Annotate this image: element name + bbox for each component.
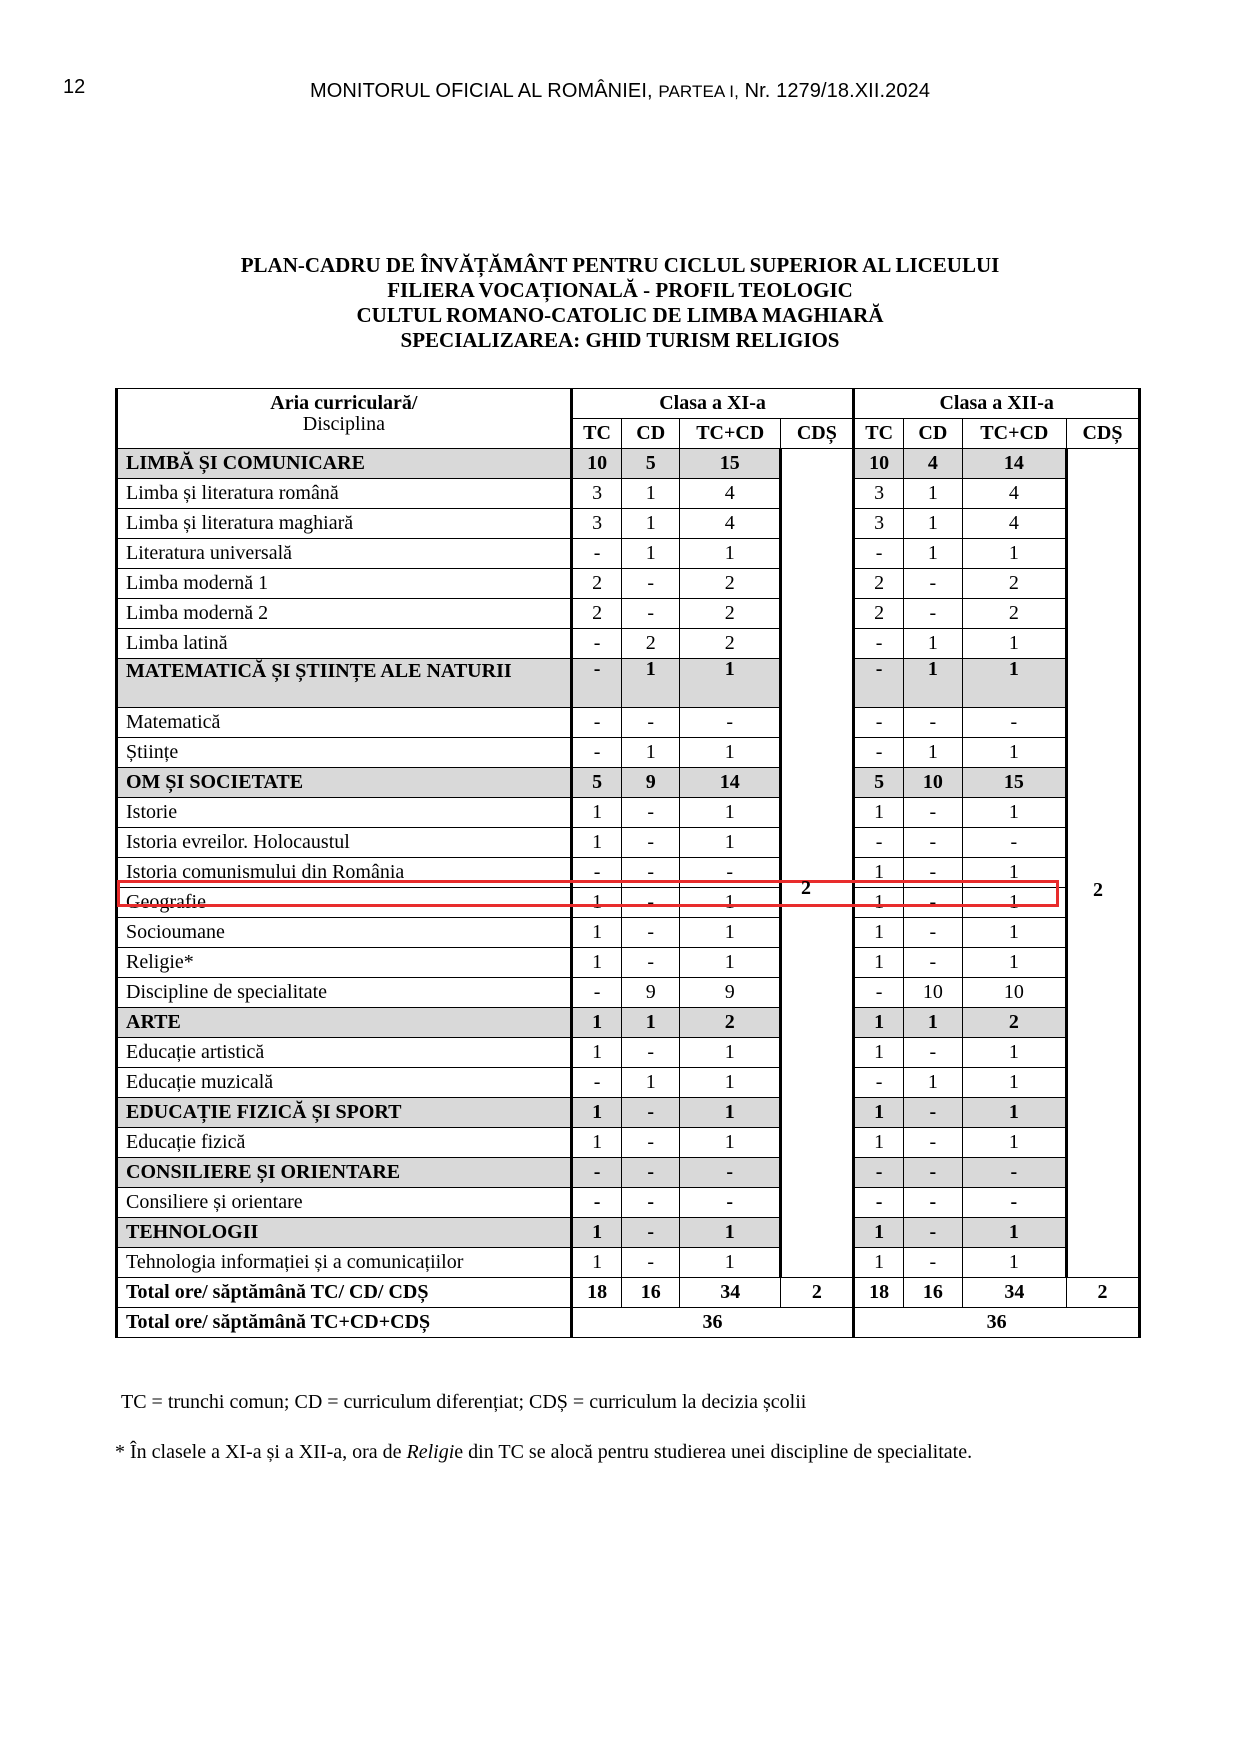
cell-xi-tc: 5 [571,768,622,798]
cell-xii-tccd: 1 [962,1128,1066,1158]
class-xi-header: Clasa a XI-a [571,389,854,419]
col-header-tccd-xii: TC+CD [962,419,1066,449]
cell-xi-tccd: 1 [680,738,781,768]
cell-xi-tccd: 15 [680,449,781,479]
cell-xii-tc: 3 [854,479,904,509]
row-label: CONSILIERE ȘI ORIENTARE [117,1158,572,1188]
discipline-row [117,1188,1140,1218]
col-header-tc-xii: TC [854,419,904,449]
cell-xi-tccd: 1 [680,798,781,828]
cell-xii-tc: - [854,659,904,708]
cell-xii-tc: 1 [854,1008,904,1038]
cell-xi-tccd: 1 [680,1098,781,1128]
cell-xi-tccd: 2 [680,569,781,599]
cell-xii-tccd: 1 [962,798,1066,828]
cell-xii-cd: - [903,948,962,978]
cell-xii-tccd: 1 [962,659,1066,708]
cell-xi-cd: 1 [622,539,680,569]
col-header-tc-xi: TC [571,419,622,449]
row-label: Tehnologia informației și a comunicațiilor [117,1248,572,1278]
area-row [117,1008,1140,1038]
cell-xi-cd: - [622,918,680,948]
col-header-cd-xii: CD [903,419,962,449]
row-label: Educație artistică [117,1038,572,1068]
discipline-row [117,738,1140,768]
cell-xii-tccd: 1 [962,888,1066,918]
cell-xi-tccd: 1 [680,918,781,948]
cell-xii-tc: - [854,828,904,858]
discipline-row [117,629,1140,659]
discipline-row [117,858,1140,888]
footnote-before: * În clasele a XI-a și a XII-a, ora de [115,1441,407,1463]
cell-xi-tccd: 14 [680,768,781,798]
cell-xi-tc: 10 [571,449,622,479]
cell-xii-cd: 1 [903,738,962,768]
cell-xi-tccd: 1 [680,659,781,708]
discipline-row [117,888,1140,918]
cell-xii-tccd: 1 [962,1068,1066,1098]
cell-xii-cd: 10 [903,768,962,798]
discipline-row [117,828,1140,858]
cell-xii-cd: 1 [903,509,962,539]
cell-xi-cd: - [622,858,680,888]
discipline-header-label: Disciplina [302,413,385,435]
cell-xii-tc: - [854,1188,904,1218]
cell-xii-tccd: - [962,828,1066,858]
title-line-1: PLAN-CADRU DE ÎNVĂȚĂMÂNT PENTRU CICLUL SUPERIOR AL LICEULUI [240,253,1000,277]
discipline-row [117,978,1140,1008]
cell-xi-tc: - [571,539,622,569]
discipline-row [117,509,1140,539]
area-header-label: Aria curriculară/ [270,392,418,414]
cell-xi-tccd: - [680,858,781,888]
running-part: PARTEA I, [658,82,739,101]
area-row [117,768,1140,798]
cds-xii-value: 2 [1093,879,1103,901]
row-label: MATEMATICĂ ȘI ȘTIINȚE ALE NATURII [117,659,572,708]
cell-xii-cd: - [903,1248,962,1278]
cell-xii-tc: - [854,708,904,738]
cell-xii-tc: 1 [854,1218,904,1248]
area-header-cell [117,389,572,449]
cell-xii-tc: 1 [854,1038,904,1068]
cell-xii-tc: 2 [854,569,904,599]
cell-xi-tc: 1 [571,1248,622,1278]
cell-xii-tccd: 1 [962,918,1066,948]
footnote-after: e din TC se alocă pentru studierea unei discipline de specialitate. [454,1441,973,1463]
cell-xii-tc: 3 [854,509,904,539]
discipline-row [117,569,1140,599]
area-row [117,1218,1140,1248]
cell-xi-cd: - [622,828,680,858]
cell-xii-tc: - [854,539,904,569]
col-header-tccd-xi: TC+CD [680,419,781,449]
total-xii-3: 2 [1067,1278,1140,1308]
discipline-row [117,539,1140,569]
row-label: LIMBĂ ȘI COMUNICARE [117,449,572,479]
discipline-row [117,948,1140,978]
cell-xii-cd: - [903,1038,962,1068]
cell-xi-tccd: - [680,1158,781,1188]
discipline-row [117,1248,1140,1278]
row-label: Consiliere și orientare [117,1188,572,1218]
row-label: Religie* [117,948,572,978]
cell-xi-tc: - [571,738,622,768]
cell-xi-cd: - [622,888,680,918]
cell-xii-tc: - [854,978,904,1008]
cell-xii-cd: 10 [903,978,962,1008]
row-label: Literatura universală [117,539,572,569]
cell-xii-tccd: - [962,708,1066,738]
page-number: 12 [63,76,86,98]
cell-xii-tccd: 2 [962,599,1066,629]
cell-xi-tc: - [571,629,622,659]
cell-xi-cd: - [622,1128,680,1158]
col-header-cds-xii: CDȘ [1067,419,1140,449]
cell-xii-tccd: 1 [962,858,1066,888]
cell-xii-cd: - [903,1188,962,1218]
title-line-4: SPECIALIZAREA: GHID TURISM RELIGIOS [400,328,840,352]
cell-xi-tc: 1 [571,1128,622,1158]
cell-xii-cd: 1 [903,629,962,659]
discipline-row [117,599,1140,629]
cell-xii-tc: 1 [854,1128,904,1158]
cell-xii-tc: 5 [854,768,904,798]
row-label: Istoria comunismului din România [117,858,572,888]
curriculum-table-wrap [115,388,1141,1338]
cell-xi-cd: 1 [622,1068,680,1098]
cell-xii-tccd: 4 [962,479,1066,509]
cell-xii-tc: - [854,1158,904,1188]
cell-xi-tc: 3 [571,479,622,509]
area-row [117,449,1140,479]
row-label: OM ȘI SOCIETATE [117,768,572,798]
cell-xii-tccd: 1 [962,629,1066,659]
cell-xii-tc: - [854,1068,904,1098]
cell-xi-cd: 5 [622,449,680,479]
cell-xi-tc: - [571,659,622,708]
running-header [0,80,1240,103]
grand-total-label: Total ore/ săptămână TC+CD+CDȘ [117,1308,572,1338]
total-label: Total ore/ săptămână TC/ CD/ CDȘ [117,1278,572,1308]
cell-xi-tccd: 1 [680,1128,781,1158]
cell-xii-cd: 4 [903,449,962,479]
discipline-row [117,1038,1140,1068]
cell-xi-tccd: 9 [680,978,781,1008]
cell-xi-cd: - [622,798,680,828]
cell-xi-tccd: 2 [680,629,781,659]
row-label: Matematică [117,708,572,738]
cell-xi-tc: - [571,858,622,888]
discipline-row [117,798,1140,828]
cell-xii-tc: 1 [854,1248,904,1278]
cell-xii-tc: - [854,738,904,768]
cell-xii-cd: - [903,708,962,738]
discipline-row [117,479,1140,509]
cell-xii-cd: 1 [903,659,962,708]
cell-xii-cd: - [903,569,962,599]
cell-xi-cd: - [622,1098,680,1128]
cell-xii-tccd: 15 [962,768,1066,798]
cell-xi-cd: - [622,1218,680,1248]
cell-xii-cd: - [903,798,962,828]
cell-xi-tc: 3 [571,509,622,539]
cell-xi-tccd: 1 [680,1248,781,1278]
cell-xi-cd: 9 [622,978,680,1008]
cell-xi-tc: - [571,1158,622,1188]
cell-xii-tc: 1 [854,948,904,978]
cell-xi-cd: 9 [622,768,680,798]
total-xii-2: 34 [962,1278,1066,1308]
cell-xi-cd: - [622,708,680,738]
table-body [117,389,1140,1338]
total-xii-1: 16 [903,1278,962,1308]
col-header-cd-xi: CD [622,419,680,449]
cell-xi-tc: - [571,1068,622,1098]
cell-xii-cd: - [903,918,962,948]
row-label: Limba modernă 1 [117,569,572,599]
cell-xi-tccd: 1 [680,948,781,978]
cell-xi-tccd: 2 [680,599,781,629]
row-label: Limba modernă 2 [117,599,572,629]
cell-xii-cd: - [903,1098,962,1128]
cell-xi-tccd: 1 [680,828,781,858]
cell-xi-tccd: 1 [680,1218,781,1248]
discipline-row [117,1068,1140,1098]
cell-xii-tc: 10 [854,449,904,479]
grand-total-row [117,1308,1140,1338]
area-row [117,659,1140,708]
running-issue: Nr. 1279/18.XII.2024 [744,80,931,102]
footnote [115,1441,972,1464]
cell-xii-cd: 1 [903,479,962,509]
cell-xii-cd: - [903,1218,962,1248]
cds-merged-xii [1067,449,1140,1278]
row-label: Educație fizică [117,1128,572,1158]
cell-xii-tccd: 2 [962,569,1066,599]
cell-xii-cd: - [903,1158,962,1188]
cell-xi-tccd: 1 [680,1068,781,1098]
cell-xii-tc: 1 [854,888,904,918]
cell-xi-tccd: 1 [680,539,781,569]
cell-xii-cd: 1 [903,1008,962,1038]
document-title [0,253,1240,353]
cell-xii-tc: 1 [854,918,904,948]
legend: TC = trunchi comun; CD = curriculum diferențiat; CDȘ = curriculum la decizia școlii [121,1391,807,1413]
cell-xii-cd: - [903,888,962,918]
cds-merged-xi [781,449,854,1278]
cell-xii-cd: 1 [903,539,962,569]
cell-xii-cd: - [903,858,962,888]
header-row-1 [117,389,1140,419]
title-line-2: FILIERA VOCAȚIONALĂ - PROFIL TEOLOGIC [387,278,853,302]
cell-xi-cd: - [622,569,680,599]
area-row [117,1158,1140,1188]
total-xi-3: 2 [781,1278,854,1308]
cell-xi-tc: 1 [571,828,622,858]
row-label: Educație muzicală [117,1068,572,1098]
cell-xi-cd: - [622,599,680,629]
cell-xi-tc: 1 [571,948,622,978]
cell-xii-cd: - [903,599,962,629]
cell-xii-tccd: 2 [962,1008,1066,1038]
cell-xi-tccd: 4 [680,479,781,509]
row-label: Istoria evreilor. Holocaustul [117,828,572,858]
cell-xii-tc: 1 [854,1098,904,1128]
row-label: TEHNOLOGII [117,1218,572,1248]
area-row [117,1098,1140,1128]
cell-xi-tc: 1 [571,918,622,948]
cell-xi-cd: - [622,1188,680,1218]
discipline-row [117,1128,1140,1158]
cell-xi-tc: 1 [571,798,622,828]
cell-xii-tccd: 1 [962,948,1066,978]
cell-xi-tccd: - [680,708,781,738]
cell-xi-tc: 1 [571,1218,622,1248]
class-xii-header: Clasa a XII-a [854,389,1140,419]
discipline-row [117,708,1140,738]
total-xi-0: 18 [571,1278,622,1308]
cell-xi-tc: 1 [571,1038,622,1068]
cell-xii-tccd: 1 [962,539,1066,569]
cell-xii-tccd: 4 [962,509,1066,539]
cell-xi-tc: - [571,708,622,738]
cell-xi-cd: 1 [622,479,680,509]
cell-xii-tccd: - [962,1158,1066,1188]
cell-xi-cd: 1 [622,738,680,768]
cell-xii-cd: - [903,1128,962,1158]
cell-xii-cd: - [903,828,962,858]
cell-xii-tccd: 1 [962,1038,1066,1068]
discipline-row [117,918,1140,948]
row-label: Limba și literatura maghiară [117,509,572,539]
cell-xii-tccd: 10 [962,978,1066,1008]
cell-xii-tccd: 1 [962,738,1066,768]
cell-xi-cd: 1 [622,659,680,708]
cell-xi-cd: 2 [622,629,680,659]
cds-xi-value: 2 [801,877,811,899]
row-label: Limba latină [117,629,572,659]
cell-xii-tc: - [854,629,904,659]
cell-xii-tccd: - [962,1188,1066,1218]
total-xi-2: 34 [680,1278,781,1308]
row-label: EDUCAȚIE FIZICĂ ȘI SPORT [117,1098,572,1128]
row-label: Limba și literatura română [117,479,572,509]
cell-xi-cd: - [622,1158,680,1188]
col-header-cds-xi: CDȘ [781,419,854,449]
cell-xi-tccd: 2 [680,1008,781,1038]
cell-xi-cd: - [622,948,680,978]
footnote-italic: Religi [406,1441,455,1463]
grand-total-xi: 36 [571,1308,854,1338]
cell-xi-tc: - [571,1188,622,1218]
cell-xi-cd: - [622,1038,680,1068]
row-label: Geografie [117,888,572,918]
row-label: ARTE [117,1008,572,1038]
cell-xi-tccd: 1 [680,888,781,918]
cell-xi-cd: - [622,1248,680,1278]
cell-xi-tc: 1 [571,1008,622,1038]
curriculum-table [115,388,1141,1338]
cell-xi-tc: 2 [571,569,622,599]
cell-xi-tccd: - [680,1188,781,1218]
cell-xii-tc: 1 [854,798,904,828]
cell-xii-tccd: 14 [962,449,1066,479]
cell-xii-tccd: 1 [962,1248,1066,1278]
cell-xi-tccd: 4 [680,509,781,539]
cell-xi-cd: 1 [622,509,680,539]
grand-total-xii: 36 [854,1308,1140,1338]
running-title: MONITORUL OFICIAL AL ROMÂNIEI, [309,80,653,102]
title-line-3: CULTUL ROMANO-CATOLIC DE LIMBA MAGHIARĂ [356,303,884,327]
cell-xi-tc: 2 [571,599,622,629]
cell-xii-cd: 1 [903,1068,962,1098]
cell-xi-tc: 1 [571,888,622,918]
total-row [117,1278,1140,1308]
cell-xii-tc: 1 [854,858,904,888]
cell-xii-tccd: 1 [962,1098,1066,1128]
row-label: Discipline de specialitate [117,978,572,1008]
total-xi-1: 16 [622,1278,680,1308]
cell-xii-tc: 2 [854,599,904,629]
total-xii-0: 18 [854,1278,904,1308]
cell-xi-tc: - [571,978,622,1008]
row-label: Științe [117,738,572,768]
cell-xi-cd: 1 [622,1008,680,1038]
cell-xi-tccd: 1 [680,1038,781,1068]
cell-xi-tc: 1 [571,1098,622,1128]
cell-xii-tccd: 1 [962,1218,1066,1248]
row-label: Istorie [117,798,572,828]
row-label: Socioumane [117,918,572,948]
